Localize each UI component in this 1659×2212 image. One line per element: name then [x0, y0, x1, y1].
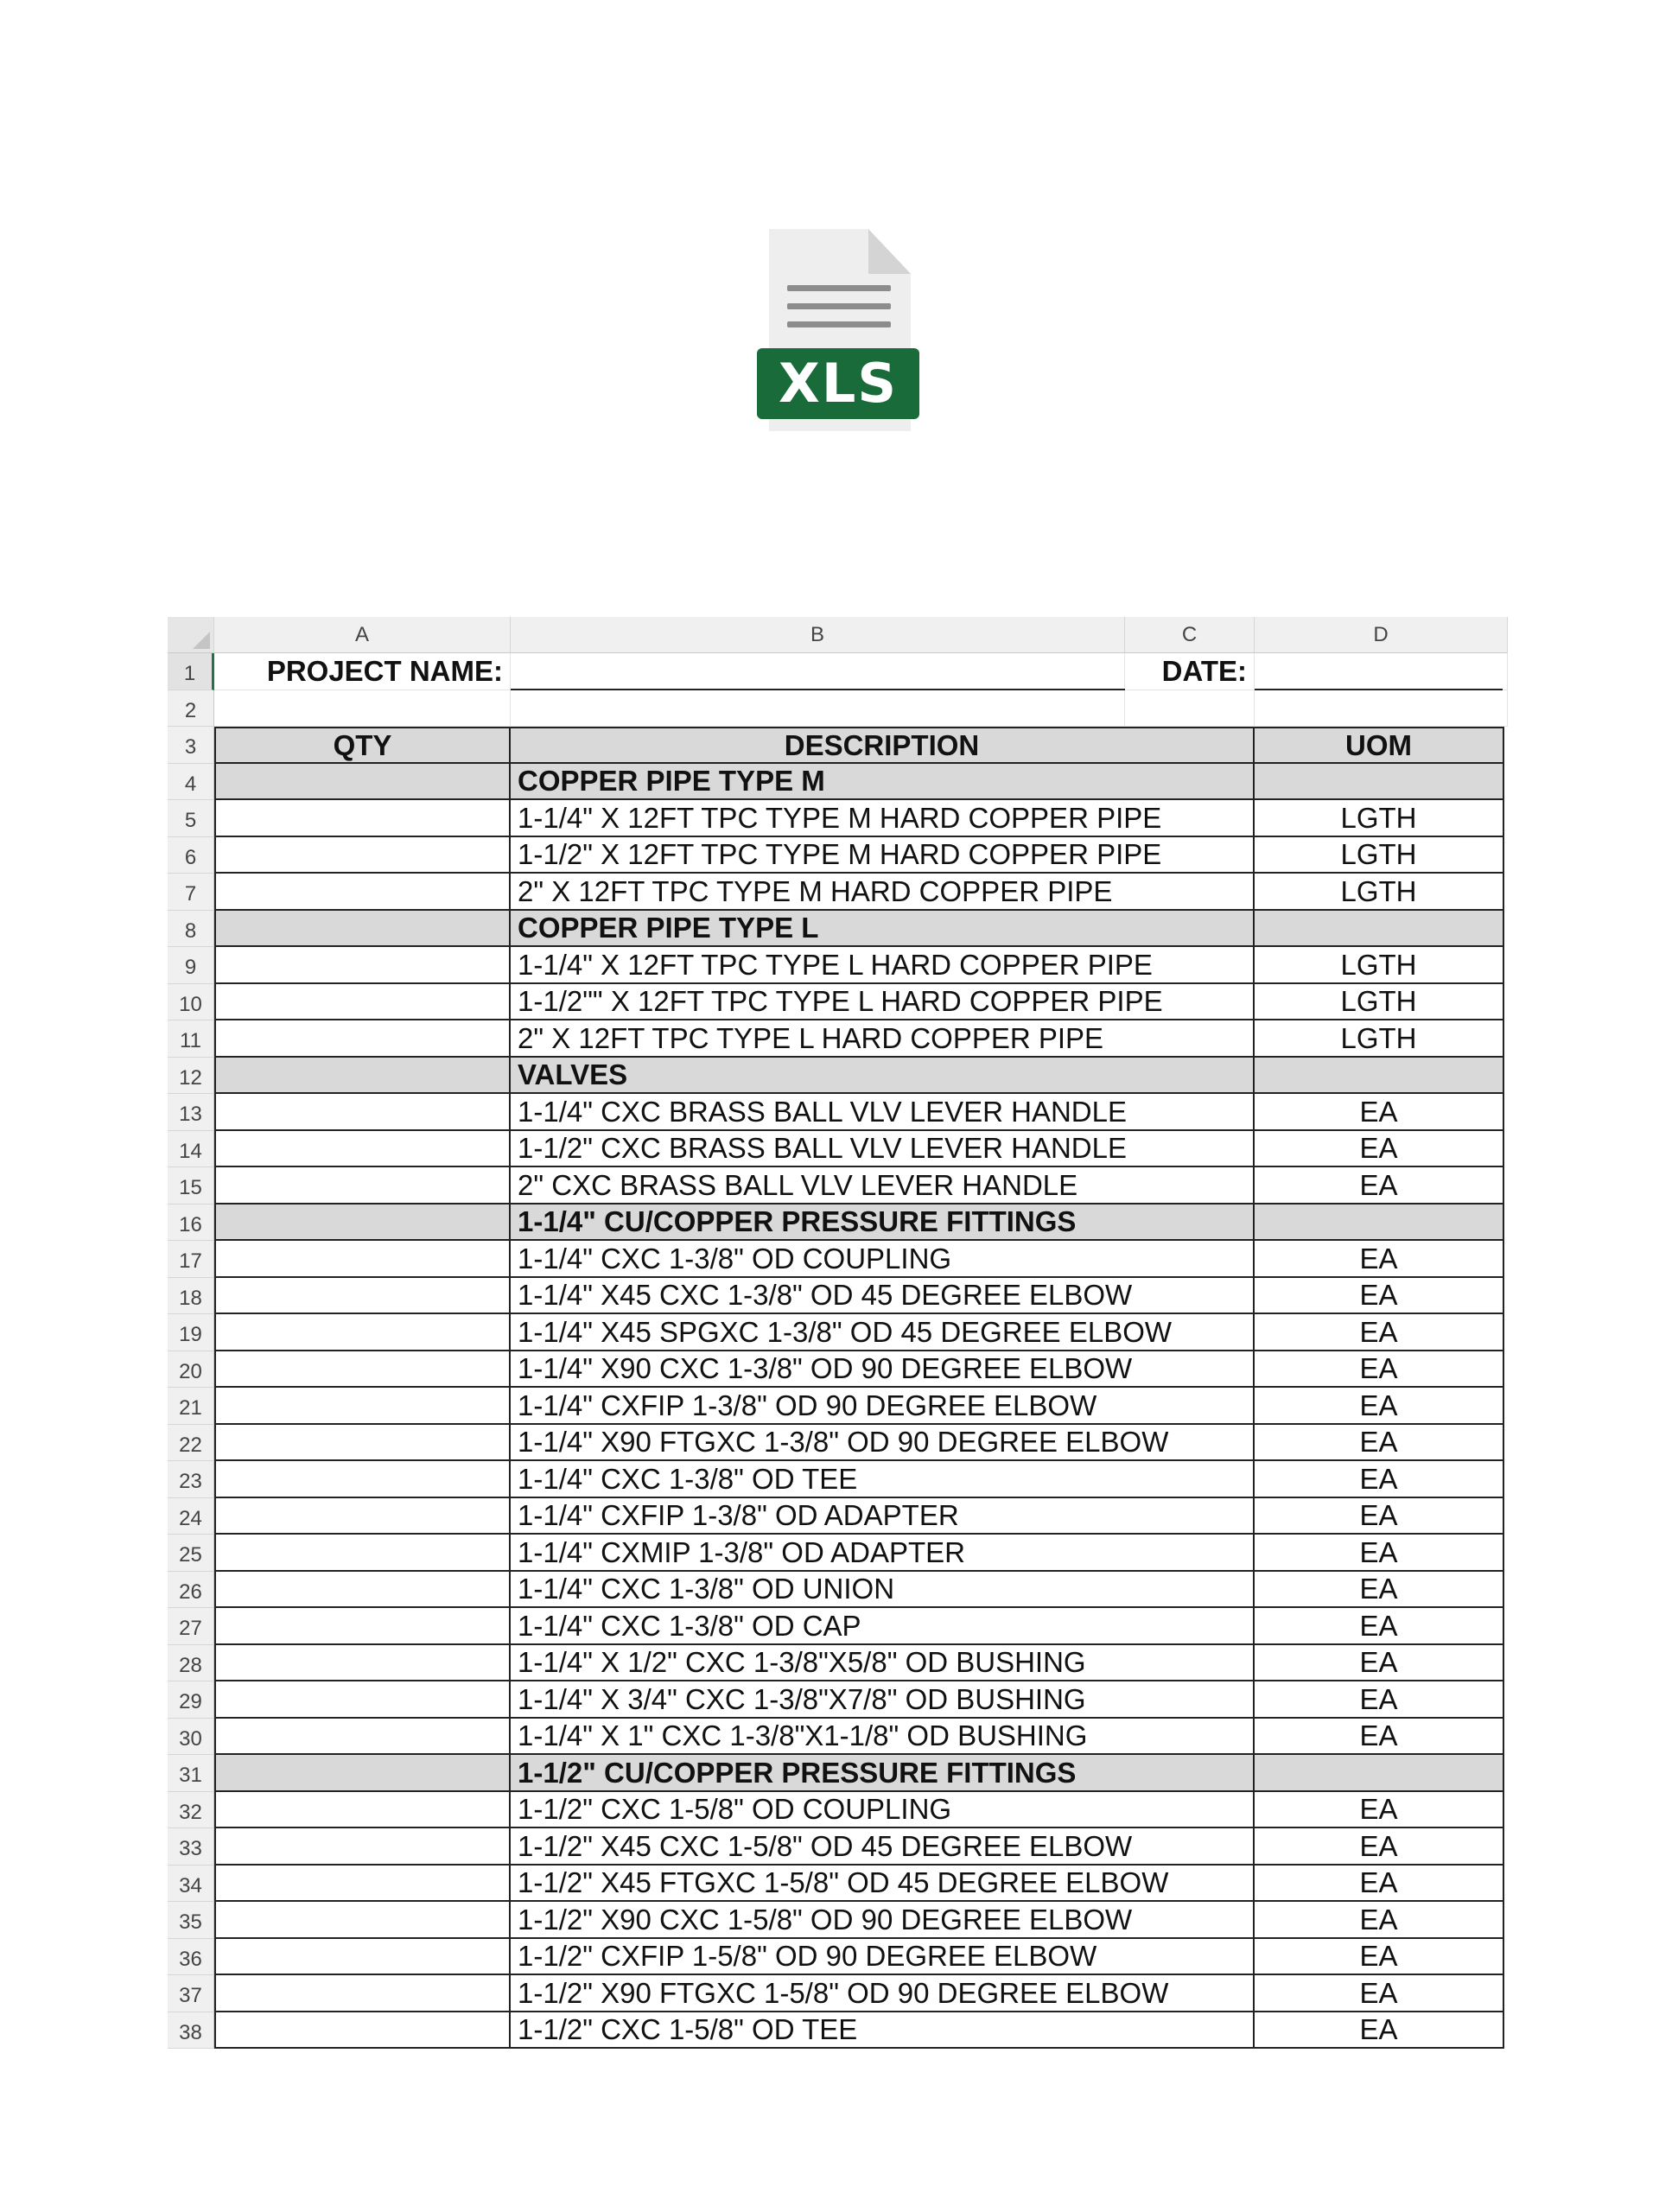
uom-cell: EA: [1255, 1902, 1504, 1939]
project-name-field[interactable]: [511, 653, 1125, 690]
uom-cell: EA: [1255, 1866, 1504, 1903]
row-header[interactable]: 22: [168, 1425, 214, 1462]
qty-cell[interactable]: [214, 1681, 511, 1719]
uom-cell: LGTH: [1255, 984, 1504, 1021]
row-header[interactable]: 26: [168, 1572, 214, 1609]
uom-cell: [1255, 1205, 1504, 1242]
row-header[interactable]: 38: [168, 2012, 214, 2050]
uom-cell: LGTH: [1255, 874, 1504, 911]
item-description: 1-1/4" X 3/4" CXC 1-3/8"X7/8" OD BUSHING: [511, 1681, 1255, 1719]
uom-cell: EA: [1255, 1498, 1504, 1535]
column-header-a[interactable]: A: [214, 617, 511, 653]
item-description: 1-1/4" CXFIP 1-3/8" OD ADAPTER: [511, 1498, 1255, 1535]
row-header[interactable]: 25: [168, 1535, 214, 1572]
item-description: 2" X 12FT TPC TYPE M HARD COPPER PIPE: [511, 874, 1255, 911]
item-description: 1-1/2" CXC 1-5/8" OD COUPLING: [511, 1792, 1255, 1829]
item-description: 1-1/4" CXC 1-3/8" OD COUPLING: [511, 1241, 1255, 1278]
item-description: 1-1/4" X90 CXC 1-3/8" OD 90 DEGREE ELBOW: [511, 1351, 1255, 1389]
item-description: 1-1/4" X45 SPGXC 1-3/8" OD 45 DEGREE ELBOW: [511, 1314, 1255, 1351]
item-description: 1-1/4" X 12FT TPC TYPE L HARD COPPER PIPE: [511, 947, 1255, 984]
row-header[interactable]: 19: [168, 1314, 214, 1351]
item-description: 1-1/2" X90 FTGXC 1-5/8" OD 90 DEGREE ELBOW: [511, 1975, 1255, 2012]
uom-cell: EA: [1255, 1167, 1504, 1205]
qty-cell[interactable]: [214, 1351, 511, 1389]
row-header[interactable]: 21: [168, 1388, 214, 1425]
row-header[interactable]: 2: [168, 690, 214, 728]
row-header[interactable]: 32: [168, 1792, 214, 1829]
uom-cell: EA: [1255, 1939, 1504, 1976]
qty-cell[interactable]: [214, 1167, 511, 1205]
qty-cell[interactable]: [214, 984, 511, 1021]
item-description: 1-1/2" X45 FTGXC 1-5/8" OD 45 DEGREE ELBOW: [511, 1866, 1255, 1903]
column-header-b[interactable]: B: [511, 617, 1125, 653]
column-header-d[interactable]: D: [1255, 617, 1508, 653]
item-description: 1-1/4" CXMIP 1-3/8" OD ADAPTER: [511, 1535, 1255, 1572]
xls-file-icon: [757, 229, 921, 433]
project-name-label: PROJECT NAME:: [214, 653, 511, 690]
qty-cell[interactable]: [214, 1755, 511, 1792]
item-description: 1-1/4" X 1" CXC 1-3/8"X1-1/8" OD BUSHING: [511, 1719, 1255, 1756]
qty-cell[interactable]: [214, 837, 511, 874]
row-header[interactable]: 30: [168, 1719, 214, 1756]
row-header[interactable]: 5: [168, 800, 214, 837]
select-all-corner[interactable]: [168, 617, 214, 653]
qty-cell[interactable]: [214, 1828, 511, 1866]
row-header[interactable]: 6: [168, 837, 214, 874]
row-header[interactable]: 20: [168, 1351, 214, 1389]
qty-cell[interactable]: [214, 1314, 511, 1351]
row-header[interactable]: 13: [168, 1094, 214, 1131]
section-heading: 1-1/2" CU/COPPER PRESSURE FITTINGS: [511, 1755, 1255, 1792]
row-header[interactable]: 34: [168, 1866, 214, 1903]
uom-cell: LGTH: [1255, 800, 1504, 837]
item-description: 1-1/2" X90 CXC 1-5/8" OD 90 DEGREE ELBOW: [511, 1902, 1255, 1939]
qty-cell[interactable]: [214, 1205, 511, 1242]
qty-cell[interactable]: [214, 947, 511, 984]
uom-cell: EA: [1255, 1608, 1504, 1645]
item-description: 1-1/2" X 12FT TPC TYPE M HARD COPPER PIPE: [511, 837, 1255, 874]
corner-triangle-icon: [193, 632, 210, 649]
column-header-c[interactable]: C: [1125, 617, 1255, 653]
qty-cell[interactable]: [214, 874, 511, 911]
item-description: 1-1/4" CXC 1-3/8" OD CAP: [511, 1608, 1255, 1645]
qty-cell[interactable]: [214, 800, 511, 837]
qty-cell[interactable]: [214, 1278, 511, 1315]
item-description: 1-1/4" CXFIP 1-3/8" OD 90 DEGREE ELBOW: [511, 1388, 1255, 1425]
row-header[interactable]: 33: [168, 1828, 214, 1866]
row-header[interactable]: 24: [168, 1498, 214, 1535]
spreadsheet: [168, 617, 1508, 2060]
row-header[interactable]: 1: [168, 653, 214, 690]
uom-cell: EA: [1255, 1828, 1504, 1866]
qty-cell[interactable]: [214, 1461, 511, 1498]
file-text-line: [787, 303, 891, 309]
uom-cell: EA: [1255, 1461, 1504, 1498]
row-header[interactable]: 18: [168, 1278, 214, 1315]
uom-cell: LGTH: [1255, 837, 1504, 874]
row-header[interactable]: 15: [168, 1167, 214, 1205]
uom-cell: EA: [1255, 1278, 1504, 1315]
item-description: 1-1/2" CXFIP 1-5/8" OD 90 DEGREE ELBOW: [511, 1939, 1255, 1976]
qty-cell[interactable]: [214, 1572, 511, 1609]
qty-cell[interactable]: [214, 1058, 511, 1095]
row-header[interactable]: 10: [168, 984, 214, 1021]
qty-cell[interactable]: [214, 1902, 511, 1939]
row-header[interactable]: 17: [168, 1241, 214, 1278]
file-text-line: [787, 285, 891, 291]
item-description: 1-1/4" X 12FT TPC TYPE M HARD COPPER PIPE: [511, 800, 1255, 837]
uom-cell: EA: [1255, 1351, 1504, 1389]
qty-cell[interactable]: [214, 2012, 511, 2050]
uom-cell: EA: [1255, 1425, 1504, 1462]
uom-cell: [1255, 764, 1504, 801]
grid-cell[interactable]: [511, 690, 1125, 728]
item-description: 1-1/2" X45 CXC 1-5/8" OD 45 DEGREE ELBOW: [511, 1828, 1255, 1866]
row-header[interactable]: 8: [168, 911, 214, 948]
row-header[interactable]: 23: [168, 1461, 214, 1498]
item-description: 1-1/4" X90 FTGXC 1-3/8" OD 90 DEGREE ELBOW: [511, 1425, 1255, 1462]
xls-badge: XLS: [757, 348, 919, 419]
uom-cell: EA: [1255, 1792, 1504, 1829]
uom-cell: EA: [1255, 2012, 1504, 2050]
item-description: 1-1/4" CXC 1-3/8" OD UNION: [511, 1572, 1255, 1609]
uom-cell: EA: [1255, 1535, 1504, 1572]
uom-cell: EA: [1255, 1645, 1504, 1682]
row-header[interactable]: 14: [168, 1131, 214, 1168]
row-header[interactable]: 35: [168, 1902, 214, 1939]
qty-cell[interactable]: [214, 1792, 511, 1829]
row-header[interactable]: 31: [168, 1755, 214, 1792]
grid-cell[interactable]: [1255, 690, 1508, 728]
row-header[interactable]: 29: [168, 1681, 214, 1719]
qty-cell[interactable]: [214, 1388, 511, 1425]
row-header[interactable]: 28: [168, 1645, 214, 1682]
item-description: 1-1/2"" X 12FT TPC TYPE L HARD COPPER PIPE: [511, 984, 1255, 1021]
grid-cell[interactable]: [214, 690, 511, 728]
description-header: DESCRIPTION: [511, 727, 1255, 764]
row-header[interactable]: 36: [168, 1939, 214, 1976]
row-header[interactable]: 7: [168, 874, 214, 911]
uom-cell: [1255, 1058, 1504, 1095]
qty-cell[interactable]: [214, 1608, 511, 1645]
qty-cell[interactable]: [214, 1498, 511, 1535]
row-header[interactable]: 27: [168, 1608, 214, 1645]
row-header[interactable]: 16: [168, 1205, 214, 1242]
qty-cell[interactable]: [214, 1645, 511, 1682]
uom-cell: EA: [1255, 1094, 1504, 1131]
section-heading: COPPER PIPE TYPE L: [511, 911, 1255, 948]
item-description: 1-1/2" CXC 1-5/8" OD TEE: [511, 2012, 1255, 2050]
date-field[interactable]: [1255, 653, 1508, 690]
uom-cell: EA: [1255, 1388, 1504, 1425]
file-text-line: [787, 321, 891, 327]
item-description: 1-1/4" X 1/2" CXC 1-3/8"X5/8" OD BUSHING: [511, 1645, 1255, 1682]
uom-cell: EA: [1255, 1131, 1504, 1168]
date-label: DATE:: [1125, 653, 1255, 690]
item-description: 1-1/2" CXC BRASS BALL VLV LEVER HANDLE: [511, 1131, 1255, 1168]
section-heading: 1-1/4" CU/COPPER PRESSURE FITTINGS: [511, 1205, 1255, 1242]
uom-cell: EA: [1255, 1314, 1504, 1351]
uom-cell: EA: [1255, 1719, 1504, 1756]
uom-cell: LGTH: [1255, 947, 1504, 984]
uom-cell: [1255, 1755, 1504, 1792]
qty-cell[interactable]: [214, 911, 511, 948]
item-description: 2" X 12FT TPC TYPE L HARD COPPER PIPE: [511, 1020, 1255, 1058]
row-header[interactable]: 11: [168, 1020, 214, 1058]
row-header[interactable]: 12: [168, 1058, 214, 1095]
qty-cell[interactable]: [214, 1939, 511, 1976]
item-description: 1-1/4" CXC BRASS BALL VLV LEVER HANDLE: [511, 1094, 1255, 1131]
item-description: 2" CXC BRASS BALL VLV LEVER HANDLE: [511, 1167, 1255, 1205]
uom-cell: EA: [1255, 1681, 1504, 1719]
row-header[interactable]: 37: [168, 1975, 214, 2012]
uom-cell: [1255, 911, 1504, 948]
qty-cell[interactable]: [214, 1866, 511, 1903]
qty-header: QTY: [214, 727, 511, 764]
qty-cell[interactable]: [214, 1425, 511, 1462]
qty-cell[interactable]: [214, 1719, 511, 1756]
section-heading: VALVES: [511, 1058, 1255, 1095]
qty-cell[interactable]: [214, 1094, 511, 1131]
section-heading: COPPER PIPE TYPE M: [511, 764, 1255, 801]
uom-cell: LGTH: [1255, 1020, 1504, 1058]
item-description: 1-1/4" CXC 1-3/8" OD TEE: [511, 1461, 1255, 1498]
qty-cell[interactable]: [214, 1535, 511, 1572]
uom-header: UOM: [1255, 727, 1504, 764]
row-header[interactable]: 9: [168, 947, 214, 984]
qty-cell[interactable]: [214, 764, 511, 801]
uom-cell: EA: [1255, 1241, 1504, 1278]
row-header[interactable]: 4: [168, 764, 214, 801]
qty-cell[interactable]: [214, 1131, 511, 1168]
uom-cell: EA: [1255, 1572, 1504, 1609]
item-description: 1-1/4" X45 CXC 1-3/8" OD 45 DEGREE ELBOW: [511, 1278, 1255, 1315]
qty-cell[interactable]: [214, 1241, 511, 1278]
row-header[interactable]: 3: [168, 727, 214, 764]
qty-cell[interactable]: [214, 1975, 511, 2012]
uom-cell: EA: [1255, 1975, 1504, 2012]
qty-cell[interactable]: [214, 1020, 511, 1058]
grid-cell[interactable]: [1125, 690, 1255, 728]
